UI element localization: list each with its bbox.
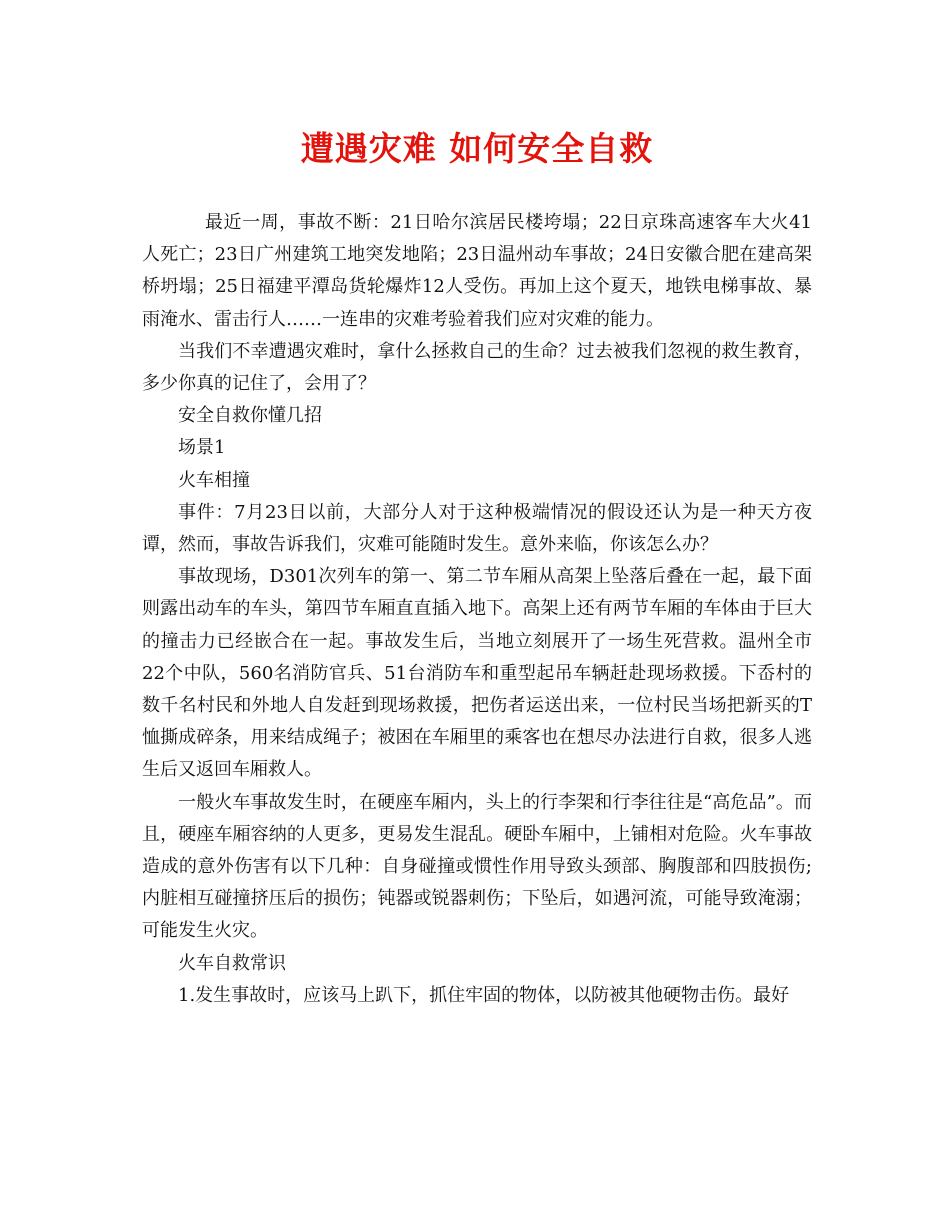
- subsection-heading: 火车自救常识: [178, 952, 286, 974]
- paragraph-intro: 最近一周，事故不断：21日哈尔滨居民楼垮塌；22日京珠高速客车大火41人死亡；23日广州建筑工地突发地陷；23日温州动车事故；24日安徽合肥在建高架桥坍塌；25日福建平潭岛货轮爆炸12人受伤。再加上这个夏天，地铁电梯事故、暴雨淹水、雷击行人……一连串的灾难考验着我们应对灾难的能力。: [142, 212, 812, 330]
- section-heading: 安全自救你懂几招: [178, 405, 322, 427]
- document-body: [142, 207, 812, 1012]
- list-item-1: 1.发生事故时，应该马上趴下，抓住牢固的物体，以防被其他硬物击伤。最好: [178, 984, 790, 1006]
- paragraph-question: 当我们不幸遭遇灾难时，拿什么拯救自己的生命？过去被我们忽视的救生教育，多少你真的记住了，会用了？: [142, 340, 812, 395]
- paragraph-scene-report: 事故现场，D301次列车的第一、第二节车厢从高架上坠落后叠在一起，最下面则露出动车的车头，第四节车厢直直插入地下。高架上还有两节车厢的车体由于巨大的撞击力已经嵌合在一起。事故发生后，当地立刻展开了一场生死营救。温州全市22个中队，560名消防官兵、51台消防车和重型起吊车辆赶赴现场救援。下岙村的数千名村民和外地人自发赶到现场救援，把伤者运送出来，一位村民当场把新买的T恤撕成碎条，用来结成绳子；被困在车厢里的乘客也在想尽办法进行自救，很多人逃生后又返回车厢救人。: [142, 566, 812, 781]
- paragraph-injuries: 一般火车事故发生时，在硬座车厢内，头上的行李架和行李往往是“高危品”。而且，硬座车厢容纳的人更多，更易发生混乱。硬卧车厢中，上铺相对危险。火车事故造成的意外伤害有以下几种：自身碰撞或惯性作用导致头颈部、胸腹部和四肢损伤;内脏相互碰撞挤压后的损伤；钝器或锐器刺伤；下坠后，如遇河流，可能导致淹溺；可能发生火灾。: [142, 791, 812, 942]
- scene-label: 场景1: [178, 437, 226, 459]
- scene-title: 火车相撞: [178, 469, 250, 491]
- paragraph-event: 事件：7月23日以前，大部分人对于这种极端情况的假设还认为是一种天方夜谭，然而，事故告诉我们，灾难可能随时发生。意外来临，你该怎么办？: [142, 501, 812, 556]
- document-title: 遭遇灾难 如何安全自救: [300, 129, 654, 168]
